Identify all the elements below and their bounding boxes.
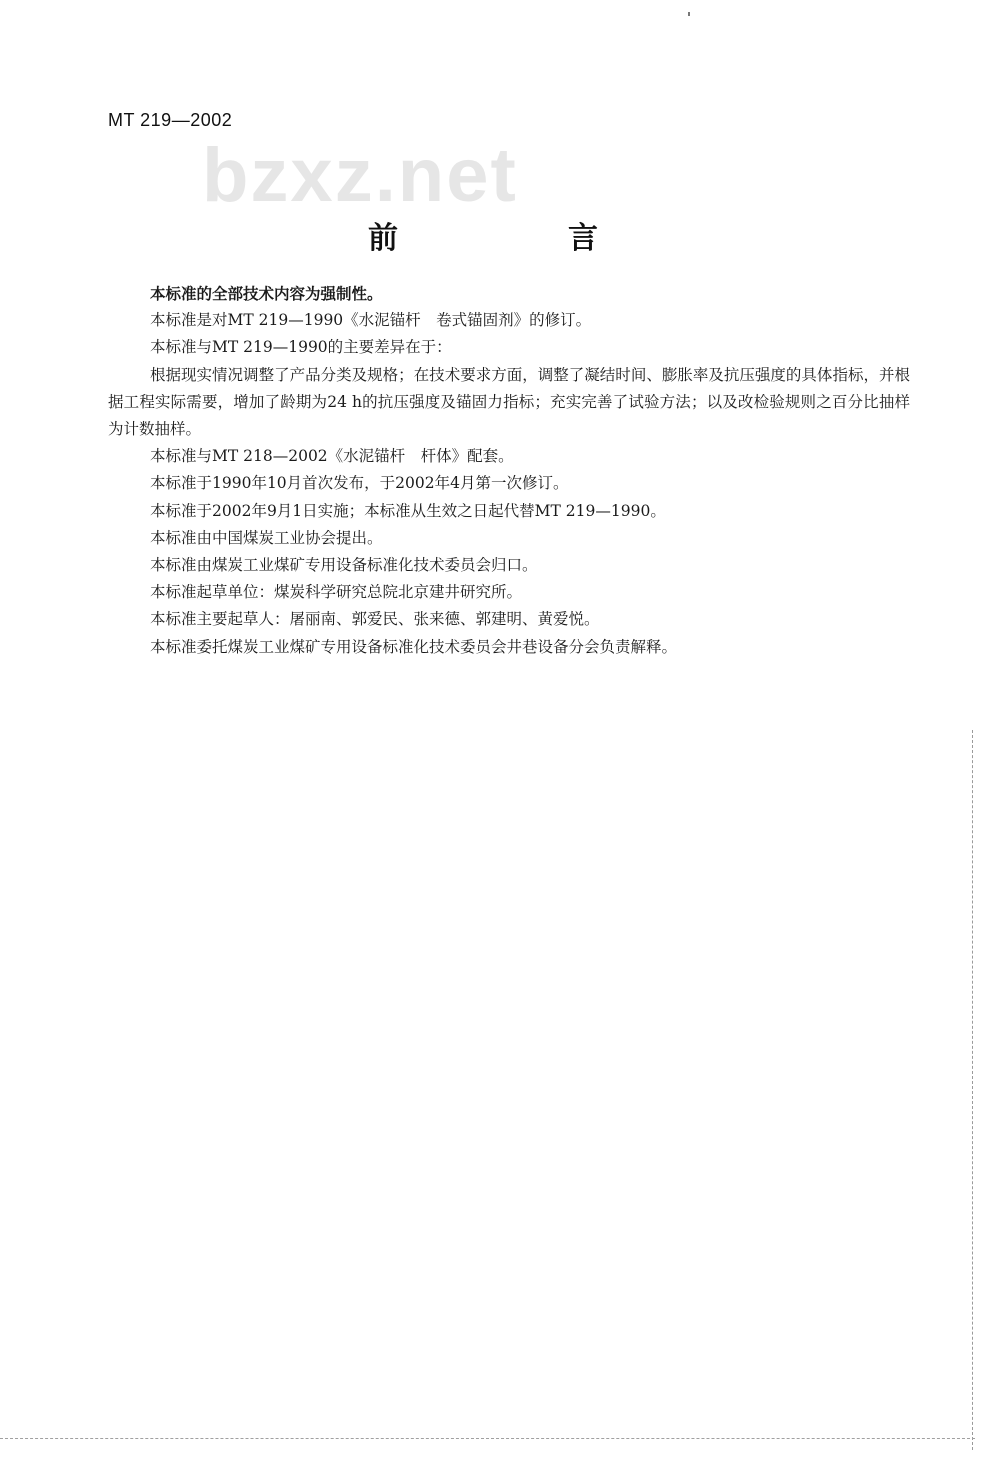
paragraph-proposer: 本标准由中国煤炭工业协会提出。 (150, 528, 383, 547)
paragraph-differences: 根据现实情况调整了产品分类及规格；在技术要求方面，调整了凝结时间、膨胀率及抗压强度的具体指标，并根据工程实际需要，增加了龄期为24 h的抗压强度及锚固力指标；充实完善了试验方法；以及改检验规则之百分比抽样为计数抽样。 (108, 365, 910, 439)
paragraph-implementation: 本标准于2002年9月1日实施；本标准从生效之日起代替MT 219—1990。 (150, 501, 666, 520)
scan-edge-bottom (0, 1438, 975, 1440)
paragraph-differences-intro: 本标准与MT 219—1990的主要差异在于： (150, 338, 452, 357)
paragraph-companion-standard: 本标准与MT 218—2002《水泥锚杆 杆体》配套。 (150, 447, 514, 466)
paragraph-publication-history: 本标准于1990年10月首次发布，于2002年4月第一次修订。 (150, 474, 569, 493)
paragraph-revision: 本标准是对MT 219—1990《水泥锚杆 卷式锚固剂》的修订。 (150, 311, 592, 330)
paragraph-mandatory: 本标准的全部技术内容为强制性。 (150, 284, 383, 303)
paragraph-interpretation: 本标准委托煤炭工业煤矿专用设备标准化技术委员会井巷设备分会负责解释。 (150, 637, 678, 656)
scan-edge-right (972, 730, 974, 1450)
standard-code: MT 219—2002 (108, 110, 233, 130)
foreword-body (108, 280, 910, 661)
scan-speck (688, 12, 690, 16)
page-title: 前 言 (368, 221, 668, 256)
paragraph-administration: 本标准由煤炭工业煤矿专用设备标准化技术委员会归口。 (150, 556, 538, 575)
watermark: bzxz.net (202, 133, 518, 218)
paragraph-drafting-unit: 本标准起草单位：煤炭科学研究总院北京建井研究所。 (150, 583, 523, 602)
paragraph-drafters: 本标准主要起草人：屠丽南、郭爱民、张来德、郭建明、黄爱悦。 (150, 610, 600, 629)
